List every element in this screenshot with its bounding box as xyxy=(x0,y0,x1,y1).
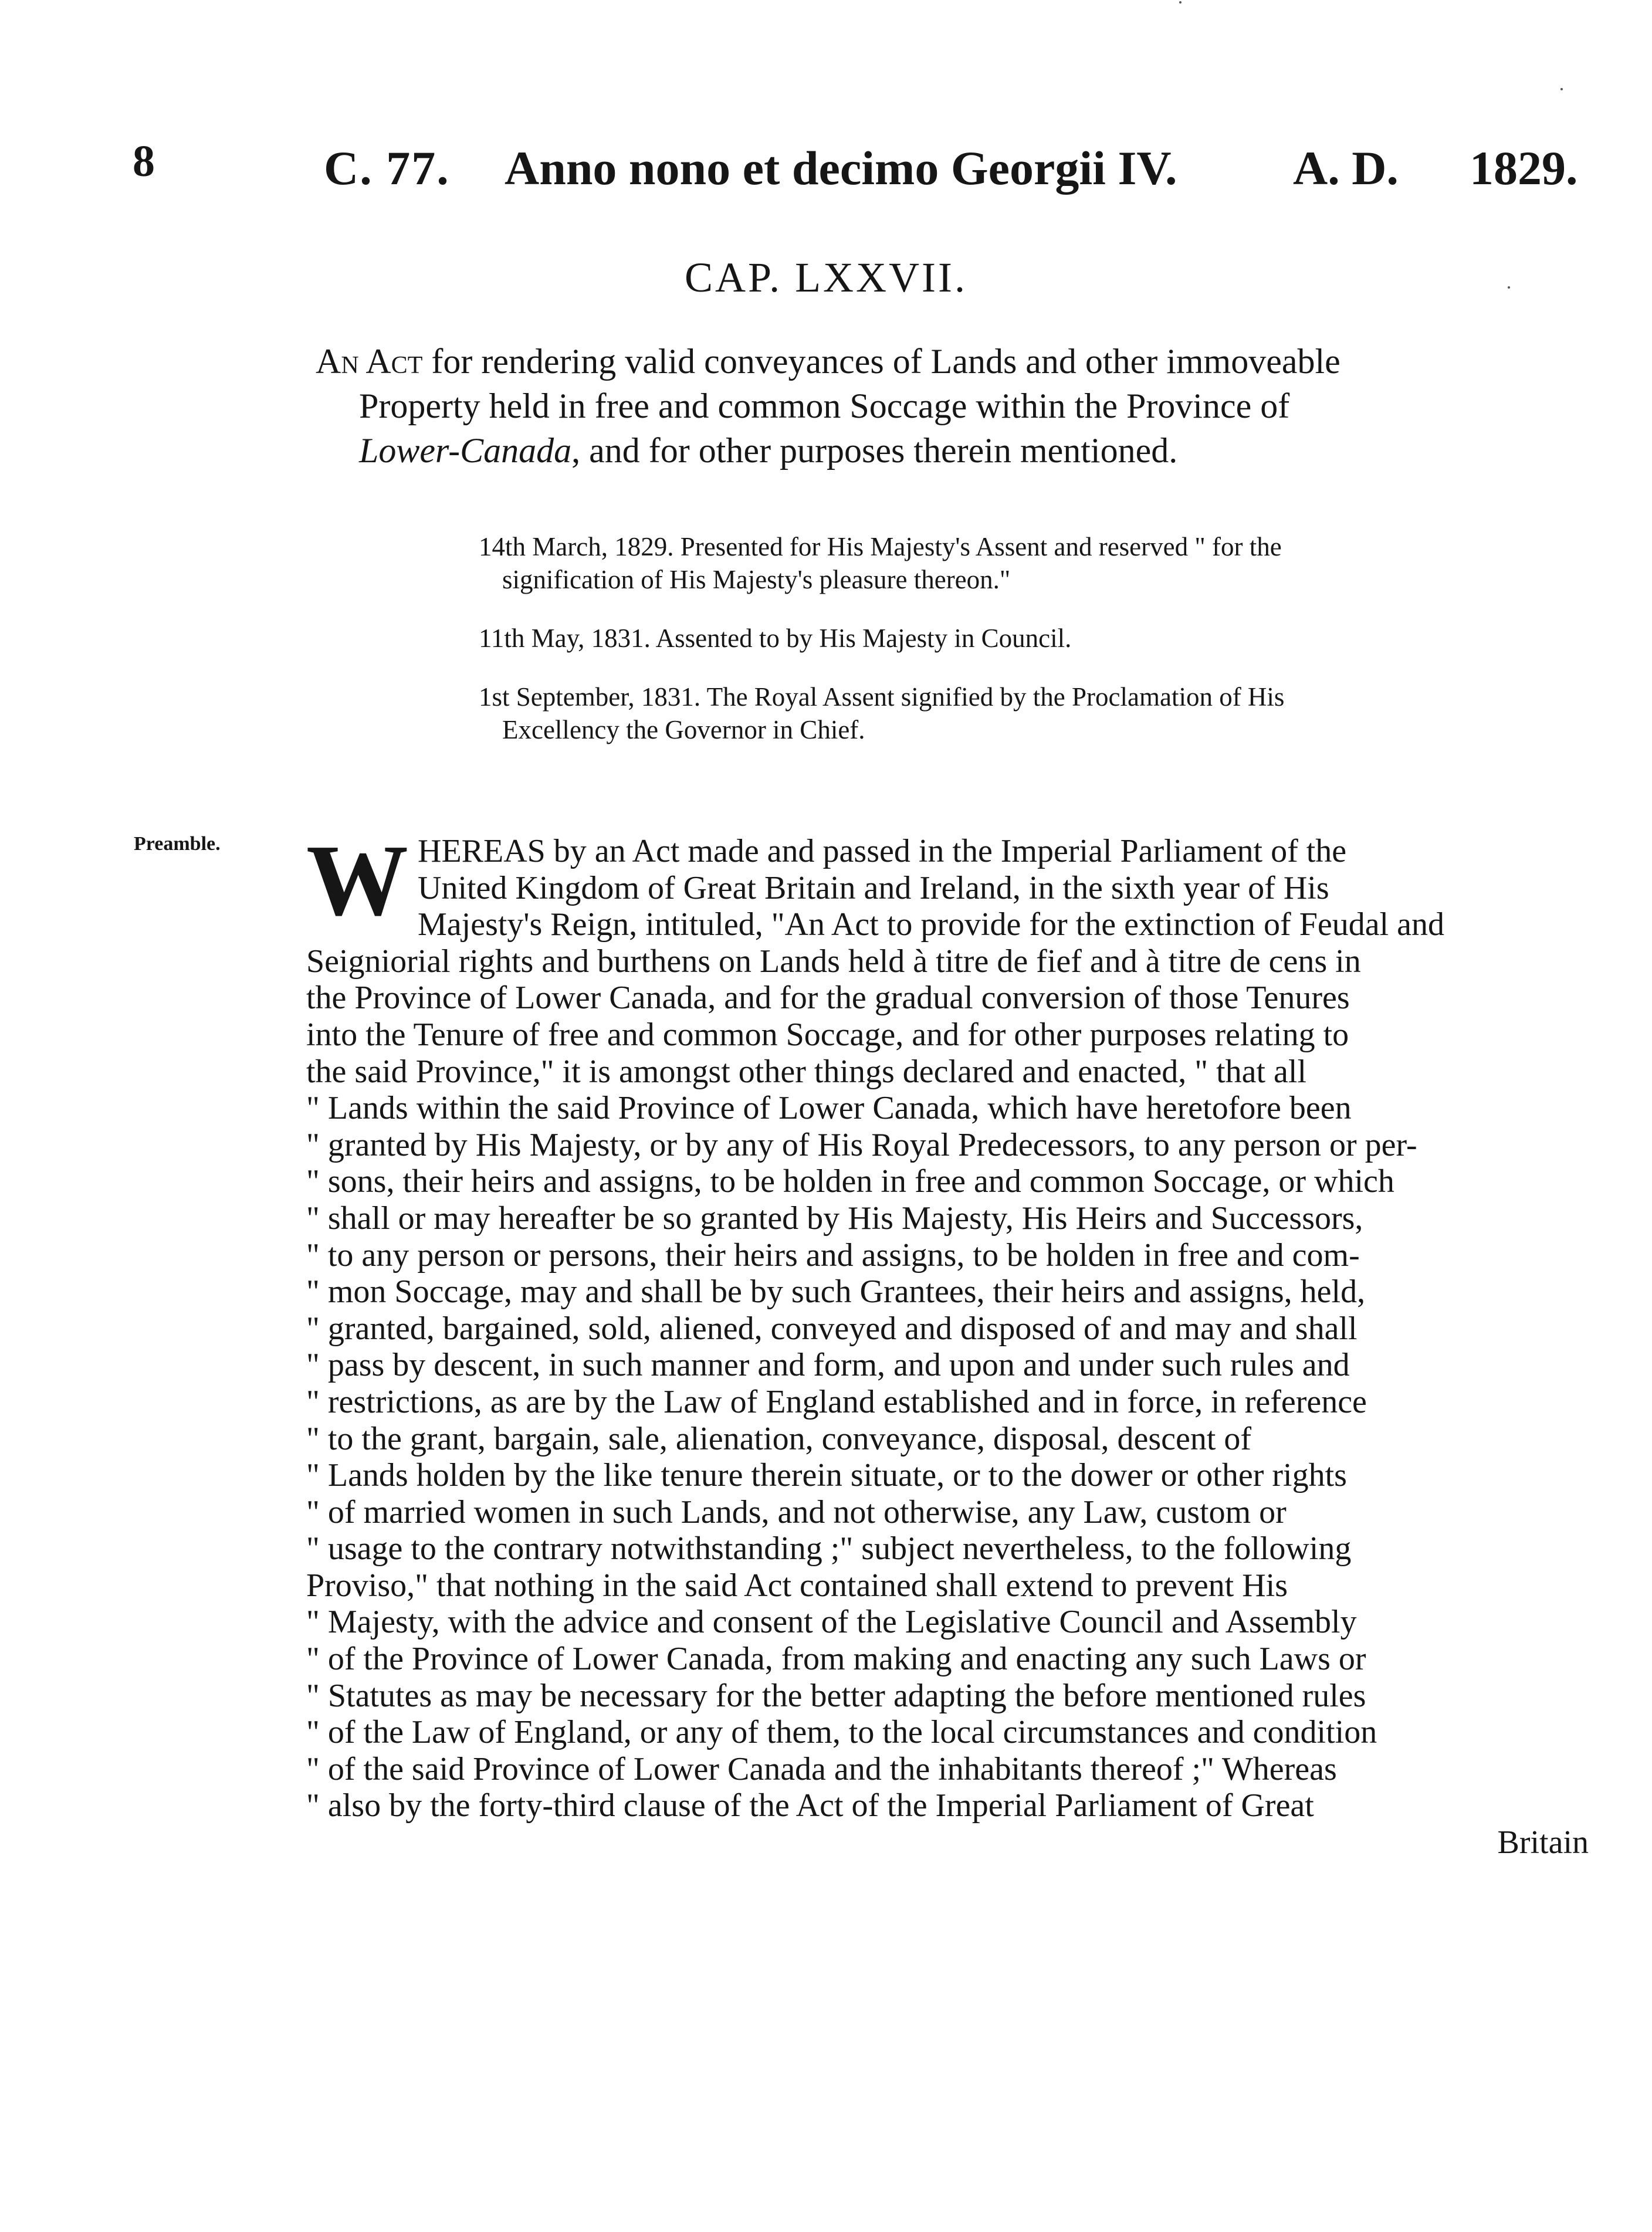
header-regnal-title: Anno nono et decimo Georgii IV. xyxy=(505,141,1177,195)
date-entry-line: 11th May, 1831. Assented to by His Majesty in Council. xyxy=(479,624,1072,653)
running-header xyxy=(0,136,1652,206)
body-line: HEREAS by an Act made and passed in the Imperial Parliament of the xyxy=(418,833,1347,869)
date-entry-line: Excellency the Governor in Chief. xyxy=(502,715,865,744)
date-entry-line: 14th March, 1829. Presented for His Majesty's Assent and reserved " for the xyxy=(479,532,1282,561)
drop-cap: W xyxy=(306,824,408,937)
date-entry-line: signification of His Majesty's pleasure thereon." xyxy=(502,565,1011,594)
act-title-lead: An Act xyxy=(316,342,423,381)
scan-speck xyxy=(1508,286,1510,289)
body-line: Seigniorial rights and burthens on Lands held à titre de fief and à titre de cens in xyxy=(306,943,1361,980)
page-number: 8 xyxy=(133,137,155,186)
body-line: " Lands holden by the like tenure therein situate, or to the dower or other rights xyxy=(306,1457,1347,1494)
body-line: " restrictions, as are by the Law of England established and in force, in reference xyxy=(306,1383,1367,1420)
body-line: " to any person or persons, their heirs and assigns, to be holden in free and com- xyxy=(306,1237,1360,1274)
body-line: " of the Law of England, or any of them, to the local circumstances and condition xyxy=(306,1714,1377,1751)
scan-speck xyxy=(1560,88,1563,90)
catchword: Britain xyxy=(1497,1824,1589,1861)
date-entry xyxy=(479,530,1605,596)
margin-note: Preamble. xyxy=(134,833,221,855)
body-line: " of the said Province of Lower Canada and the inhabitants thereof ;" Whereas xyxy=(306,1750,1337,1787)
act-title-line: An Act for rendering valid conveyances of Lands and other immoveable xyxy=(316,342,1340,381)
body-line: Proviso," that nothing in the said Act contained shall extend to prevent His xyxy=(306,1567,1288,1604)
act-title xyxy=(316,339,1606,473)
body-line: " Lands within the said Province of Lower Canada, which have heretofore been xyxy=(306,1090,1352,1127)
assent-dates xyxy=(479,530,1605,772)
body-line: " of married women in such Lands, and not otherwise, any Law, custom or xyxy=(306,1493,1287,1530)
act-title-province: Lower-Canada xyxy=(359,431,572,470)
header-year: 1829. xyxy=(1470,141,1578,195)
body-line: " Majesty, with the advice and consent of the Legislative Council and Assembly xyxy=(306,1604,1357,1641)
body-line: " shall or may hereafter be so granted by His Majesty, His Heirs and Successors, xyxy=(306,1200,1363,1237)
header-anno-domini: A. D. xyxy=(1293,141,1399,195)
date-entry xyxy=(479,680,1605,746)
body-line: " granted, bargained, sold, aliened, conveyed and disposed of and may and shall xyxy=(306,1310,1358,1347)
body-line: " of the Province of Lower Canada, from making and enacting any such Laws or xyxy=(306,1641,1366,1678)
body-line: the Province of Lower Canada, and for the gradual conversion of those Tenures xyxy=(306,980,1350,1017)
body-line: Majesty's Reign, intituled, "An Act to provide for the extinction of Feudal and xyxy=(418,906,1444,943)
body-line: " pass by descent, in such manner and form, and upon and under such rules and xyxy=(306,1347,1350,1384)
act-title-line: Property held in free and common Soccage within the Province of xyxy=(359,387,1290,425)
body-line: " Statutes as may be necessary for the better adapting the before mentioned rules xyxy=(306,1677,1366,1714)
body-line: " also by the forty-third clause of the Act of the Imperial Parliament of Great xyxy=(306,1787,1314,1824)
body-line: " sons, their heirs and assigns, to be holden in free and common Soccage, or which xyxy=(306,1163,1394,1200)
body-line: " mon Soccage, may and shall be by such Grantees, their heirs and assigns, held, xyxy=(306,1274,1366,1310)
act-title-line: Lower-Canada, and for other purposes therein mentioned. xyxy=(359,431,1178,470)
header-chapter-ref: C. 77. xyxy=(324,141,450,195)
body-line: into the Tenure of free and common Soccage, and for other purposes relating to xyxy=(306,1016,1349,1053)
date-entry xyxy=(479,622,1605,655)
scan-speck xyxy=(1179,1,1182,4)
date-entry-line: 1st September, 1831. The Royal Assent signified by the Proclamation of His xyxy=(479,682,1285,712)
preamble-text xyxy=(306,824,1589,1861)
chapter-heading: CAP. LXXVII. xyxy=(684,254,967,301)
body-line: " granted by His Majesty, or by any of His Royal Predecessors, to any person or per- xyxy=(306,1126,1417,1163)
body-line: " to the grant, bargain, sale, alienation, conveyance, disposal, descent of xyxy=(306,1420,1252,1457)
body-line: " usage to the contrary notwithstanding ;" subject nevertheless, to the following xyxy=(306,1530,1352,1567)
body-line: the said Province," it is amongst other things declared and enacted, " that all xyxy=(306,1053,1307,1090)
body-line: United Kingdom of Great Britain and Ireland, in the sixth year of His xyxy=(418,869,1329,906)
